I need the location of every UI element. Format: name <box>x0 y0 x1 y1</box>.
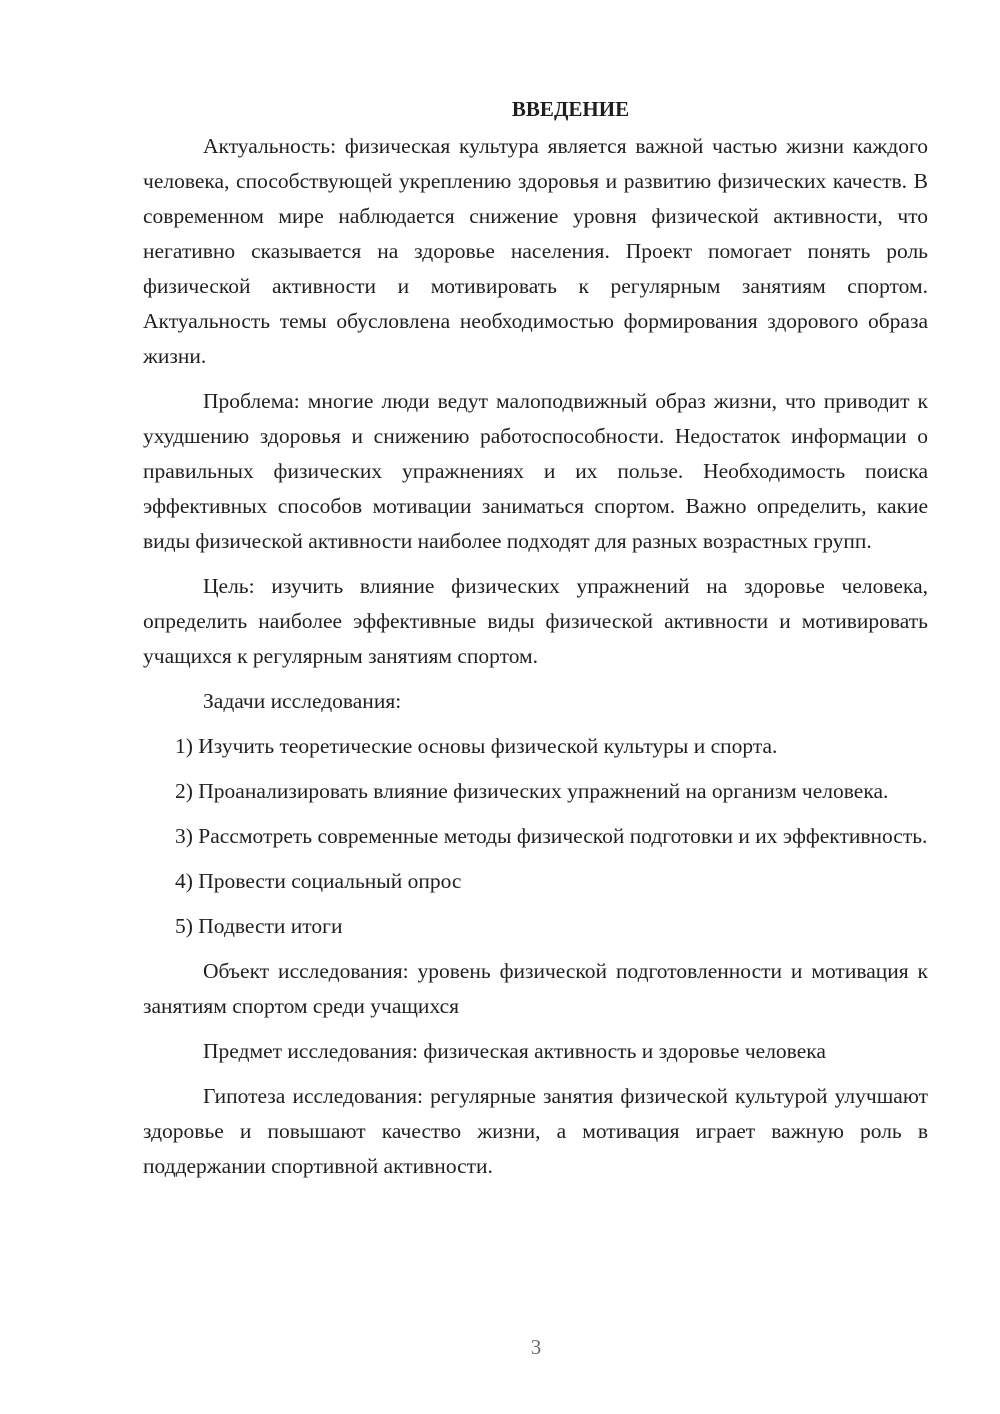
task-item-3: 3) Рассмотреть современные методы физической подготовки и их эффективность. <box>175 824 928 848</box>
task-item-2: 2) Проанализировать влияние физических упражнений на организм человека. <box>175 779 889 803</box>
task-item-5: 5) Подвести итоги <box>175 914 343 938</box>
task-item-4: 4) Провести социальный опрос <box>175 869 462 893</box>
tasks-title: Задачи исследования: <box>203 689 402 713</box>
goal-paragraph: Цель: изучить влияние физических упражнений на здоровье человека, определить наиболее эффективные виды физической активности и мотивировать учащихся к регулярным занятиям спортом. <box>143 574 928 668</box>
section-heading: ВВЕДЕНИЕ <box>511 97 630 121</box>
page-number: 3 <box>530 1335 542 1359</box>
subject-paragraph: Предмет исследования: физическая активность и здоровье человека <box>203 1039 826 1063</box>
object-paragraph: Объект исследования: уровень физической подготовленности и мотивация к занятиям спортом среди учащихся <box>143 959 928 1018</box>
problem-paragraph: Проблема: многие люди ведут малоподвижный образ жизни, что приводит к ухудшению здоровья и снижению работоспособности. Недостаток информации о правильных физических упражнениях и их пользе. Необходимость поиска эффективных способов мотивации заниматься спортом. Важно определить, какие виды физической активности наиболее подходят для разных возрастных групп. <box>143 389 928 553</box>
relevance-paragraph: Актуальность: физическая культура является важной частью жизни каждого человека, способствующей укреплению здоровья и развитию физических качеств. В современном мире наблюдается снижение уровня физической активности, что негативно сказывается на здоровье населения. Проект помогает понять роль физической активности и мотивировать к регулярным занятиям спортом. Актуальность темы обусловлена необходимостью формирования здорового образа жизни. <box>143 134 928 368</box>
task-item-1: 1) Изучить теоретические основы физической культуры и спорта. <box>175 734 778 758</box>
document-body <box>143 92 928 1194</box>
hypothesis-paragraph: Гипотеза исследования: регулярные занятия физической культурой улучшают здоровье и повышают качество жизни, а мотивация играет важную роль в поддержании спортивной активности. <box>143 1084 928 1178</box>
